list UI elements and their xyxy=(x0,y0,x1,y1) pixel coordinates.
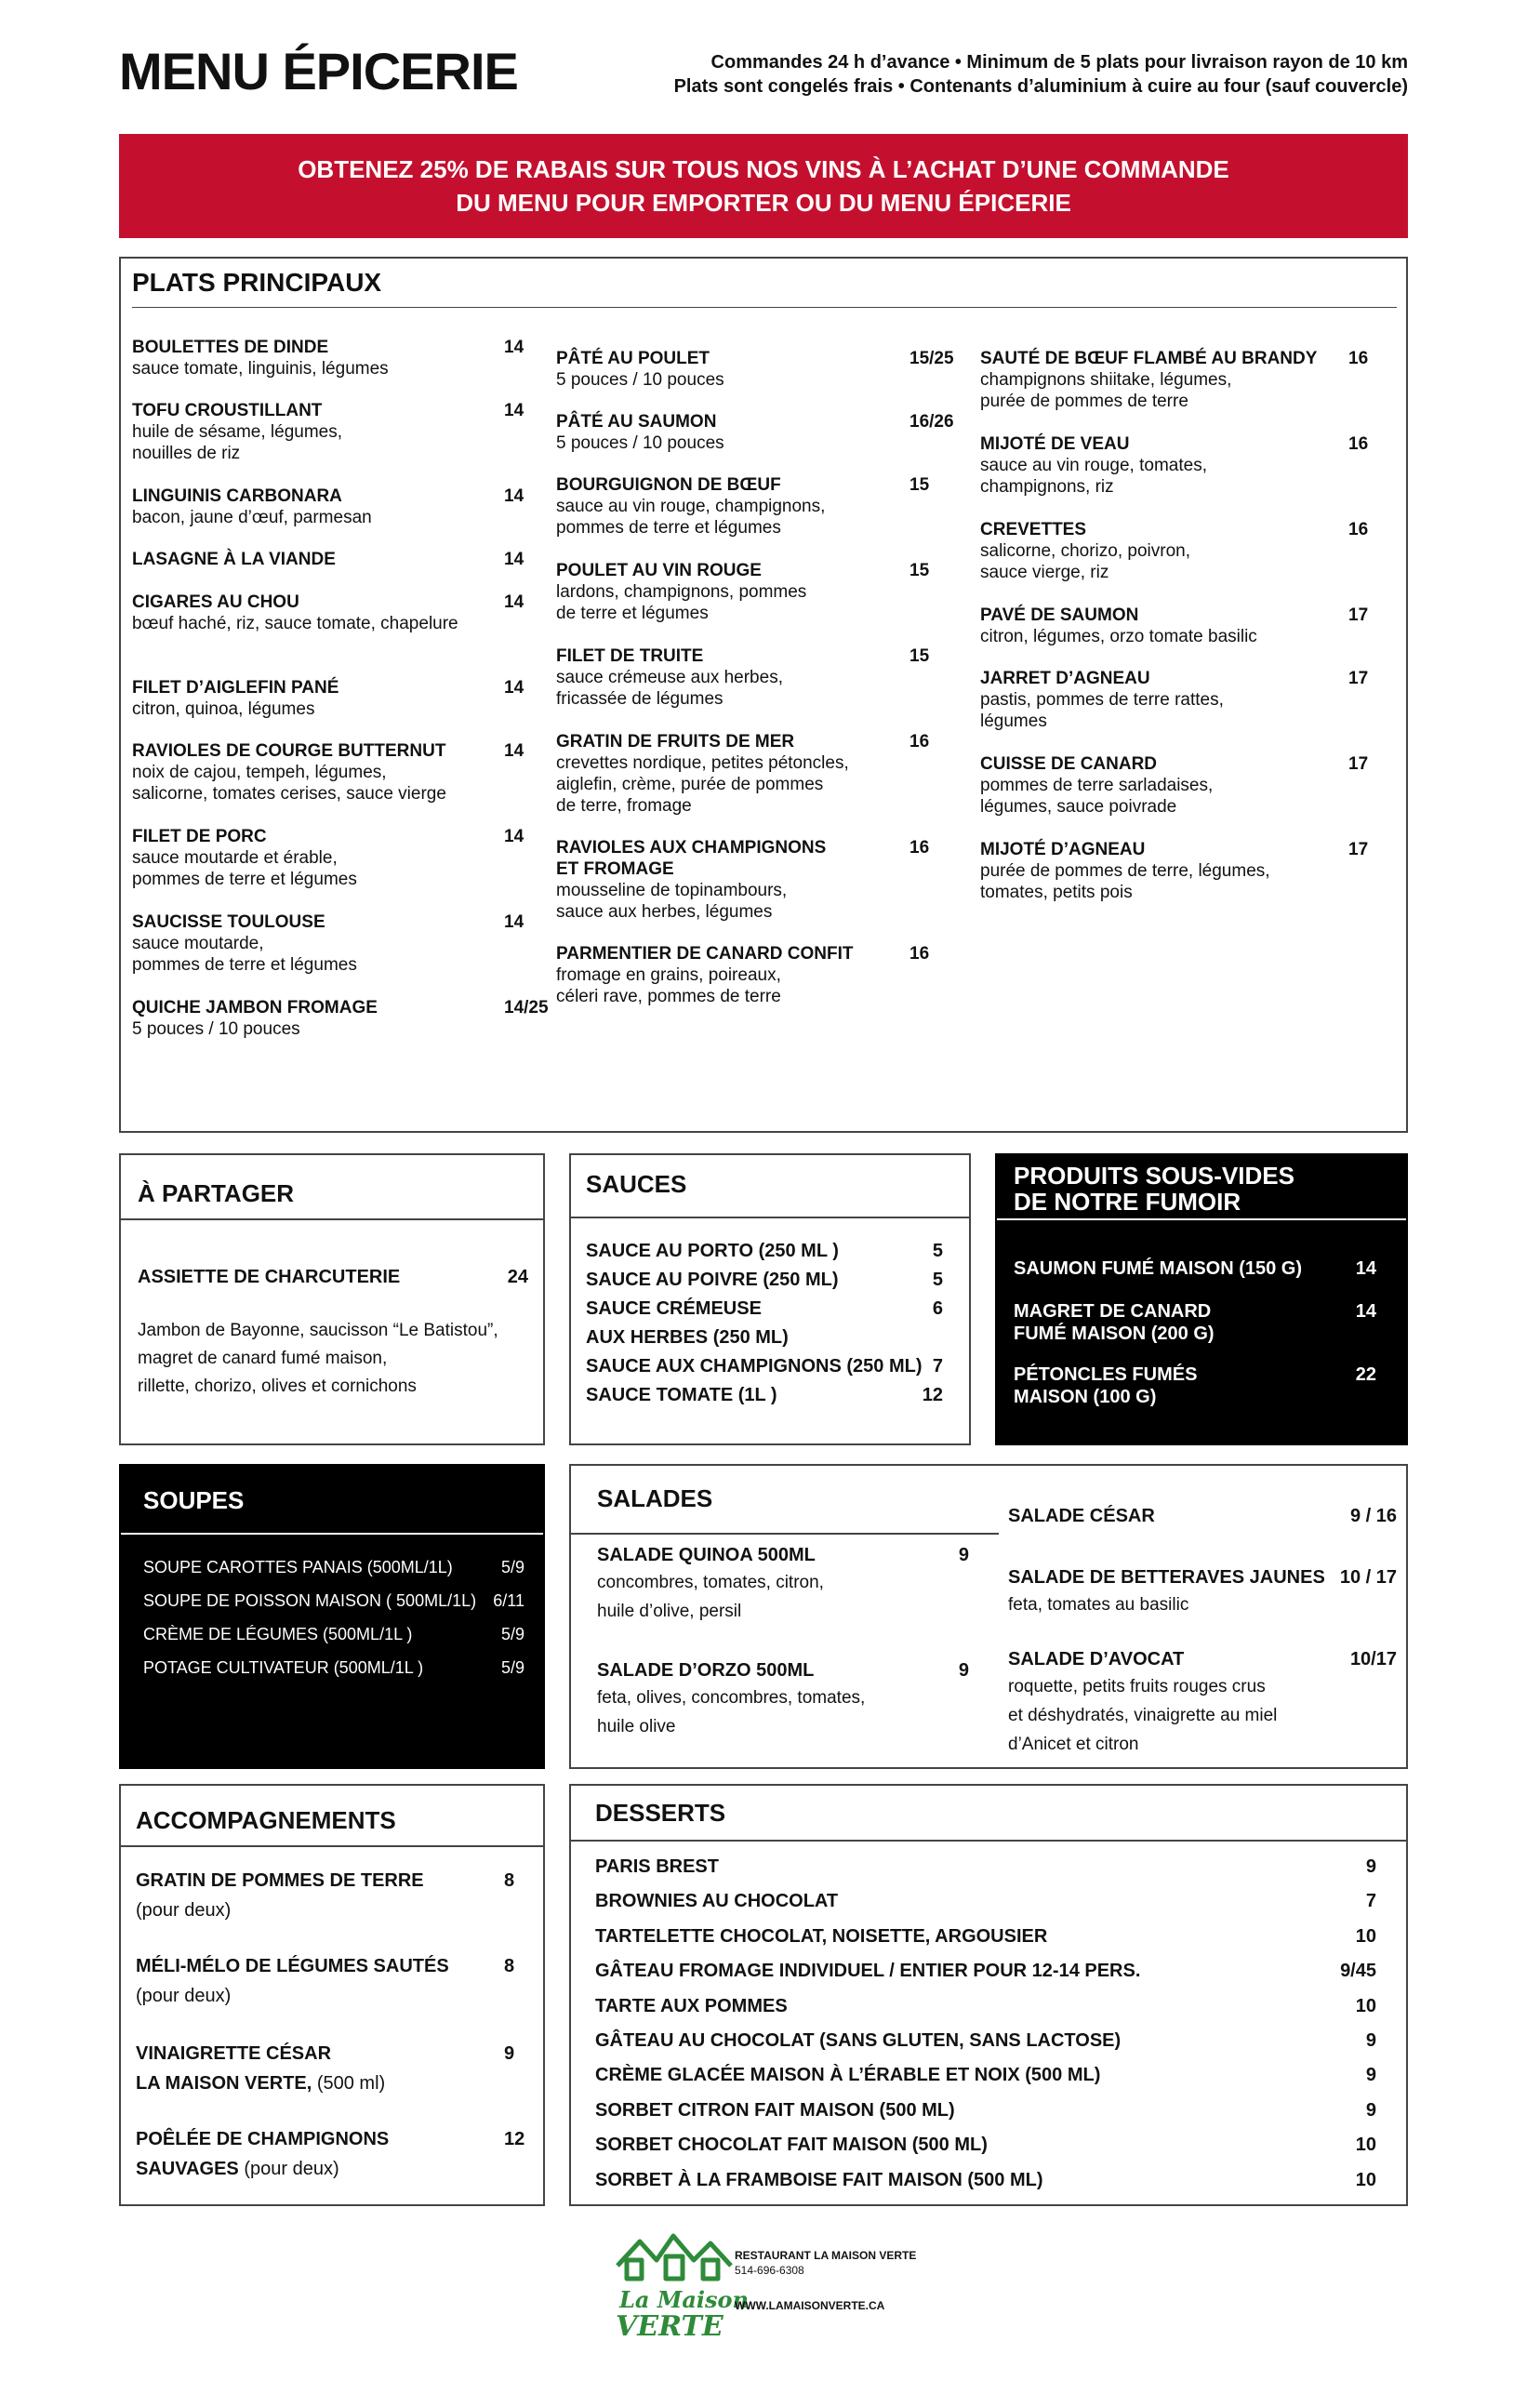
soupe-name: POTAGE CULTIVATEUR (500ML/1L ) xyxy=(143,1658,424,1677)
soupe-price: 6/11 xyxy=(493,1591,524,1610)
plat-item xyxy=(980,433,1371,498)
soupes-rule xyxy=(121,1533,543,1535)
plat-item xyxy=(556,560,947,624)
plat-desc: 5 pouces / 10 pouces xyxy=(556,433,724,453)
plat-desc: 5 pouces / 10 pouces xyxy=(132,1019,300,1039)
accompagnement-desc: (pour deux) xyxy=(136,1986,232,2006)
sauce-name: AUX HERBES (250 ML) xyxy=(586,1327,789,1348)
plat-item xyxy=(132,911,523,976)
desserts-rule xyxy=(571,1840,1406,1842)
sauces-title: SAUCES xyxy=(586,1170,687,1198)
plat-item xyxy=(132,740,523,805)
sauce-name: SAUCE TOMATE (1L ) xyxy=(586,1385,777,1405)
dessert-price: 10 xyxy=(1355,2135,1376,2156)
plat-item xyxy=(132,400,523,464)
dessert-name: PARIS BREST xyxy=(595,1856,719,1877)
plat-item xyxy=(132,997,549,1040)
plat-desc: citron, légumes, orzo tomate basilic xyxy=(980,627,1257,646)
plat-price: 16 xyxy=(1348,520,1369,539)
dessert-row xyxy=(595,2063,1376,2087)
plat-item xyxy=(980,753,1371,818)
soupe-price: 5/9 xyxy=(500,1658,524,1677)
accompagnement-item xyxy=(136,1951,515,2011)
plat-desc: bœuf haché, riz, sauce tomate, chapelure xyxy=(132,614,458,633)
dessert-row xyxy=(595,1994,1376,2018)
accompagnement-item xyxy=(136,1866,515,1925)
plat-item xyxy=(556,411,954,454)
soupe-row xyxy=(143,1589,524,1613)
salade-price: 10/17 xyxy=(1349,1649,1397,1669)
plats-principaux-panel xyxy=(119,257,1408,1133)
plat-item xyxy=(980,839,1371,903)
plat-desc: huile de sésame, légumes, nouilles de riz xyxy=(132,422,343,463)
fumoir-price: 14 xyxy=(1355,1258,1376,1279)
dessert-name: CRÈME GLACÉE MAISON À L’ÉRABLE ET NOIX (500 ML) xyxy=(595,2065,1101,2086)
plat-price: 14 xyxy=(504,678,524,698)
plat-price: 14 xyxy=(504,486,524,506)
restaurant-phone: 514-696-6308 xyxy=(735,2264,804,2277)
plat-name: JARRET D’AGNEAU xyxy=(980,669,1150,688)
sauce-name: SAUCE AU POIVRE (250 ML) xyxy=(586,1270,839,1290)
sauce-row xyxy=(586,1268,943,1292)
accompagnements-panel xyxy=(119,1784,545,2206)
plat-desc: crevettes nordique, petites pétoncles, aiglefin, crème, purée de pommes de terre, fromage xyxy=(556,753,849,816)
plats-principaux-rule xyxy=(132,307,1397,308)
plat-price: 14 xyxy=(504,592,524,612)
salade-item xyxy=(1008,1503,1397,1529)
accompagnement-price: 8 xyxy=(504,1870,515,1891)
dessert-name: TARTE AUX POMMES xyxy=(595,1995,788,2016)
plat-desc: pastis, pommes de terre rattes, légumes xyxy=(980,690,1224,731)
sauce-row xyxy=(586,1239,943,1263)
plat-item xyxy=(132,549,523,570)
order-info-line-2: Plats sont congelés frais • Contenants d’aluminium à cuire au four (sauf couvercle) xyxy=(673,76,1408,97)
salade-row xyxy=(597,1657,969,1683)
page-title: MENU ÉPICERIE xyxy=(119,42,518,100)
plat-price: 17 xyxy=(1348,669,1369,688)
plat-name: FILET DE TRUITE xyxy=(556,646,704,666)
plat-desc: champignons shiitake, légumes, purée de pommes de terre xyxy=(980,370,1232,411)
salade-item xyxy=(597,1542,969,1626)
accompagnement-price: 8 xyxy=(504,1956,515,1976)
plat-desc: sauce crémeuse aux herbes, fricassée de légumes xyxy=(556,668,783,709)
dessert-name: BROWNIES AU CHOCOLAT xyxy=(595,1891,839,1912)
dessert-name: SORBET CITRON FAIT MAISON (500 ML) xyxy=(595,2099,955,2121)
plat-name: CREVETTES xyxy=(980,520,1087,539)
dessert-price: 9 xyxy=(1365,1856,1376,1877)
accompagnement-item xyxy=(136,2124,525,2184)
salade-price: 10 / 17 xyxy=(1339,1567,1397,1588)
dessert-price: 9 xyxy=(1365,2099,1376,2121)
plat-item xyxy=(132,486,523,528)
sauce-price: 12 xyxy=(922,1385,943,1405)
dessert-price: 9 xyxy=(1365,2030,1376,2051)
dessert-price: 10 xyxy=(1355,1925,1376,1947)
plat-name: MIJOTÉ DE VEAU xyxy=(980,434,1130,454)
soupe-price: 5/9 xyxy=(500,1558,524,1576)
plats-principaux-title: PLATS PRINCIPAUX xyxy=(132,268,382,297)
sauce-name: SAUCE AUX CHAMPIGNONS (250 ML) xyxy=(586,1356,923,1377)
accompagnement-name: POÊLÉE DE CHAMPIGNONS SAUVAGES xyxy=(136,2129,390,2179)
plat-price: 14 xyxy=(504,912,524,932)
accompagnement-name: GRATIN DE POMMES DE TERRE xyxy=(136,1870,424,1891)
dessert-price: 10 xyxy=(1355,1995,1376,2016)
sauce-price: 5 xyxy=(932,1270,943,1290)
plat-desc: sauce tomate, linguinis, légumes xyxy=(132,359,389,379)
plat-name: PÂTÉ AU SAUMON xyxy=(556,412,717,432)
sauce-price: 7 xyxy=(932,1356,943,1377)
a-partager-rule xyxy=(121,1218,543,1220)
plat-item xyxy=(556,645,947,710)
fumoir-name: MAGRET DE CANARD FUMÉ MAISON (200 G) xyxy=(1014,1301,1215,1344)
plat-name: QUICHE JAMBON FROMAGE xyxy=(132,998,378,1018)
dessert-price: 9/45 xyxy=(1340,1961,1376,1982)
dessert-name: GÂTEAU AU CHOCOLAT (SANS GLUTEN, SANS LACTOSE) xyxy=(595,2030,1122,2051)
dessert-name: GÂTEAU FROMAGE INDIVIDUEL / ENTIER POUR 12-14 PERS. xyxy=(595,1961,1141,1982)
fumoir-title xyxy=(1014,1163,1294,1215)
dessert-row xyxy=(595,2098,1376,2122)
logo-line-1: La Maison xyxy=(619,2286,749,2313)
plat-name: GRATIN DE FRUITS DE MER xyxy=(556,732,795,752)
soupe-row xyxy=(143,1622,524,1646)
a-partager-item-name: ASSIETTE DE CHARCUTERIE xyxy=(138,1267,401,1287)
plat-item xyxy=(980,348,1371,412)
fumoir-row xyxy=(1014,1257,1376,1280)
plat-price: 16 xyxy=(909,944,930,964)
a-partager-title: À PARTAGER xyxy=(138,1179,295,1207)
sauce-price: 5 xyxy=(932,1241,943,1261)
plat-price: 15 xyxy=(909,475,930,495)
plat-price: 14 xyxy=(504,401,524,420)
accompagnement-desc: (pour deux) xyxy=(244,2159,339,2179)
fumoir-price: 14 xyxy=(1355,1301,1376,1322)
accompagnement-name: MÉLI-MÉLO DE LÉGUMES SAUTÉS xyxy=(136,1956,449,1976)
dessert-price: 9 xyxy=(1365,2065,1376,2086)
plat-price: 15/25 xyxy=(909,349,954,368)
dessert-row xyxy=(595,2133,1376,2157)
sauce-row xyxy=(586,1383,943,1407)
dessert-price: 10 xyxy=(1355,2169,1376,2190)
plat-desc: sauce au vin rouge, tomates, champignons, riz xyxy=(980,456,1207,497)
plat-desc: salicorne, chorizo, poivron, sauce vierge, riz xyxy=(980,541,1190,582)
soupe-name: SOUPE CAROTTES PANAIS (500ML/1L) xyxy=(143,1558,453,1576)
plat-desc: pommes de terre sarladaises, légumes, sauce poivrade xyxy=(980,776,1214,817)
sauce-row xyxy=(586,1297,943,1321)
plat-price: 14 xyxy=(504,741,524,761)
sauces-panel xyxy=(569,1153,971,1445)
fumoir-row xyxy=(1014,1363,1376,1408)
salade-desc: feta, tomates au basilic xyxy=(1008,1595,1189,1615)
la-maison-verte-logo xyxy=(614,2228,893,2349)
dessert-row xyxy=(595,1855,1376,1879)
fumoir-price: 22 xyxy=(1355,1364,1376,1385)
salade-price: 9 / 16 xyxy=(1349,1506,1397,1526)
salade-item xyxy=(1008,1564,1397,1619)
plat-desc: sauce moutarde, pommes de terre et légumes xyxy=(132,934,357,975)
salades-title: SALADES xyxy=(597,1484,713,1512)
plat-item xyxy=(980,605,1371,647)
a-partager-item xyxy=(138,1265,528,1289)
plat-item xyxy=(980,668,1371,732)
plat-item xyxy=(132,592,523,634)
soupe-name: CRÈME DE LÉGUMES (500ML/1L ) xyxy=(143,1625,413,1643)
plat-desc: purée de pommes de terre, légumes, tomates, petits pois xyxy=(980,861,1270,902)
salade-name: SALADE QUINOA 500ML xyxy=(597,1545,816,1565)
sauce-name: SAUCE AU PORTO (250 ML ) xyxy=(586,1241,839,1261)
sauces-rule xyxy=(571,1217,969,1218)
salade-name: SALADE DE BETTERAVES JAUNES xyxy=(1008,1567,1325,1588)
plat-desc: citron, quinoa, légumes xyxy=(132,699,315,719)
salade-price: 9 xyxy=(958,1660,969,1681)
accompagnements-title: ACCOMPAGNEMENTS xyxy=(136,1806,396,1834)
plat-name: FILET DE PORC xyxy=(132,827,267,846)
plat-name: MIJOTÉ D’AGNEAU xyxy=(980,840,1146,859)
dessert-name: SORBET CHOCOLAT FAIT MAISON (500 ML) xyxy=(595,2135,988,2156)
logo-line-2: VERTE xyxy=(616,2310,724,2343)
accompagnement-item xyxy=(136,2039,515,2098)
plat-price: 16 xyxy=(1348,434,1369,454)
salade-row xyxy=(1008,1646,1397,1672)
dessert-row xyxy=(595,2029,1376,2053)
restaurant-website[interactable]: WWW.LAMAISONVERTE.CA xyxy=(735,2299,885,2312)
plat-item xyxy=(556,348,954,391)
plat-name: TOFU CROUSTILLANT xyxy=(132,401,323,420)
sauce-name: SAUCE CRÉMEUSE xyxy=(586,1298,762,1319)
soupe-price: 5/9 xyxy=(500,1625,524,1643)
promo-line-2: DU MENU POUR EMPORTER OU DU MENU ÉPICERIE xyxy=(456,189,1071,217)
plat-item xyxy=(556,943,947,1007)
salade-desc: concombres, tomates, citron, huile d’olive, persil xyxy=(597,1573,824,1621)
dessert-price: 7 xyxy=(1365,1891,1376,1912)
plat-desc: lardons, champignons, pommes de terre et légumes xyxy=(556,582,807,623)
salade-name: SALADE D’ORZO 500ML xyxy=(597,1660,815,1681)
plat-name: SAUCISSE TOULOUSE xyxy=(132,912,325,932)
a-partager-item-price: 24 xyxy=(507,1267,528,1287)
plat-name: BOULETTES DE DINDE xyxy=(132,338,329,357)
a-partager-desc: Jambon de Bayonne, saucisson “Le Batistou”, magret de canard fumé maison, rillette, chorizo, olives et cornichons xyxy=(138,1321,498,1396)
plat-name: LINGUINIS CARBONARA xyxy=(132,486,342,506)
soupe-row xyxy=(143,1656,524,1680)
accompagnement-desc: (500 ml) xyxy=(316,2073,386,2094)
soupe-name: SOUPE DE POISSON MAISON ( 500ML/1L) xyxy=(143,1591,477,1610)
fumoir-name: SAUMON FUMÉ MAISON (150 G) xyxy=(1014,1258,1303,1279)
plat-name: PARMENTIER DE CANARD CONFIT xyxy=(556,944,854,964)
sauce-row xyxy=(586,1354,943,1378)
plat-price: 17 xyxy=(1348,754,1369,774)
fumoir-title-line-1: PRODUITS SOUS-VIDES xyxy=(1014,1162,1294,1190)
plat-item xyxy=(556,837,947,923)
salade-row xyxy=(597,1542,969,1568)
fumoir-name: PÉTONCLES FUMÉS MAISON (100 G) xyxy=(1014,1364,1198,1407)
accompagnement-desc: (pour deux) xyxy=(136,1900,232,1921)
salades-panel xyxy=(569,1464,1408,1769)
plat-name: CUISSE DE CANARD xyxy=(980,754,1158,774)
plat-price: 16/26 xyxy=(909,412,954,432)
salade-name: SALADE D’AVOCAT xyxy=(1008,1649,1185,1669)
plat-price: 16 xyxy=(909,838,930,858)
plat-item xyxy=(556,474,947,539)
fumoir-row xyxy=(1014,1300,1376,1345)
plat-item xyxy=(132,826,523,890)
salade-item xyxy=(1008,1646,1397,1759)
salade-name: SALADE CÉSAR xyxy=(1008,1506,1155,1526)
plat-desc: fromage en grains, poireaux, céleri rave, pommes de terre xyxy=(556,965,781,1006)
salade-row xyxy=(1008,1564,1397,1590)
dessert-row xyxy=(595,2168,1376,2192)
soupes-panel xyxy=(119,1464,545,1769)
salade-price: 9 xyxy=(958,1545,969,1565)
soupes-title: SOUPES xyxy=(143,1486,245,1514)
order-info xyxy=(674,50,1408,99)
promo-banner xyxy=(119,134,1408,238)
dessert-name: TARTELETTE CHOCOLAT, NOISETTE, ARGOUSIER xyxy=(595,1925,1048,1947)
a-partager-panel xyxy=(119,1153,545,1445)
soupe-row xyxy=(143,1555,524,1579)
salade-desc: feta, olives, concombres, tomates, huile olive xyxy=(597,1688,866,1736)
plat-price: 14/25 xyxy=(504,998,549,1018)
plat-price: 15 xyxy=(909,646,930,666)
plat-name: CIGARES AU CHOU xyxy=(132,592,299,612)
plat-desc: noix de cajou, tempeh, légumes, salicorne, tomates cerises, sauce vierge xyxy=(132,763,446,804)
plat-item xyxy=(980,519,1371,583)
order-info-line-1: Commandes 24 h d’avance • Minimum de 5 plats pour livraison rayon de 10 km xyxy=(710,52,1408,73)
fumoir-rule xyxy=(997,1218,1406,1220)
accompagnements-rule xyxy=(121,1845,543,1847)
plat-price: 17 xyxy=(1348,605,1369,625)
plat-price: 14 xyxy=(504,338,524,357)
dessert-row xyxy=(595,1959,1376,1983)
plat-price: 14 xyxy=(504,550,524,569)
plat-price: 17 xyxy=(1348,840,1369,859)
sauce-price: 6 xyxy=(932,1298,943,1319)
accompagnement-price: 12 xyxy=(504,2129,525,2149)
plat-desc: sauce moutarde et érable, pommes de terre et légumes xyxy=(132,848,357,889)
dessert-name: SORBET À LA FRAMBOISE FAIT MAISON (500 ML) xyxy=(595,2169,1043,2190)
desserts-title: DESSERTS xyxy=(595,1799,726,1827)
salades-rule xyxy=(571,1533,999,1535)
plat-item xyxy=(556,731,947,817)
plat-name: BOURGUIGNON DE BŒUF xyxy=(556,475,781,495)
plat-name: RAVIOLES AUX CHAMPIGNONS ET FROMAGE xyxy=(556,838,827,879)
salade-row xyxy=(1008,1503,1397,1529)
plat-desc: 5 pouces / 10 pouces xyxy=(556,370,724,390)
fumoir-title-line-2: DE NOTRE FUMOIR xyxy=(1014,1188,1241,1216)
plat-name: SAUTÉ DE BŒUF FLAMBÉ AU BRANDY xyxy=(980,349,1318,368)
plat-price: 16 xyxy=(1348,349,1369,368)
accompagnement-price: 9 xyxy=(504,2043,515,2064)
plat-name: LASAGNE À LA VIANDE xyxy=(132,550,336,569)
plat-item xyxy=(132,677,523,720)
promo-line-1: OBTENEZ 25% DE RABAIS SUR TOUS NOS VINS À L’ACHAT D’UNE COMMANDE xyxy=(298,155,1229,183)
plat-desc: bacon, jaune d’œuf, parmesan xyxy=(132,508,372,527)
accompagnement-name: VINAIGRETTE CÉSAR LA MAISON VERTE, xyxy=(136,2043,332,2094)
restaurant-name: RESTAURANT LA MAISON VERTE xyxy=(735,2249,917,2262)
plat-price: 16 xyxy=(909,732,930,752)
dessert-row xyxy=(595,1889,1376,1913)
plat-name: PÂTÉ AU POULET xyxy=(556,349,710,368)
fumoir-panel xyxy=(995,1153,1408,1445)
plat-name: PAVÉ DE SAUMON xyxy=(980,605,1139,625)
plat-price: 15 xyxy=(909,561,930,580)
plat-name: POULET AU VIN ROUGE xyxy=(556,561,762,580)
sauce-row xyxy=(586,1325,943,1350)
salade-item xyxy=(597,1657,969,1741)
plat-desc: mousseline de topinambours, sauce aux herbes, légumes xyxy=(556,881,788,922)
plat-name: RAVIOLES DE COURGE BUTTERNUT xyxy=(132,741,446,761)
plat-desc: sauce au vin rouge, champignons, pommes de terre et légumes xyxy=(556,497,826,538)
plat-price: 14 xyxy=(504,827,524,846)
plat-item xyxy=(132,337,523,379)
dessert-row xyxy=(595,1924,1376,1949)
salade-desc: roquette, petits fruits rouges crus et déshydratés, vinaigrette au miel d’Anicet et citron xyxy=(1008,1677,1278,1754)
desserts-panel xyxy=(569,1784,1408,2206)
plat-name: FILET D’AIGLEFIN PANÉ xyxy=(132,678,339,698)
